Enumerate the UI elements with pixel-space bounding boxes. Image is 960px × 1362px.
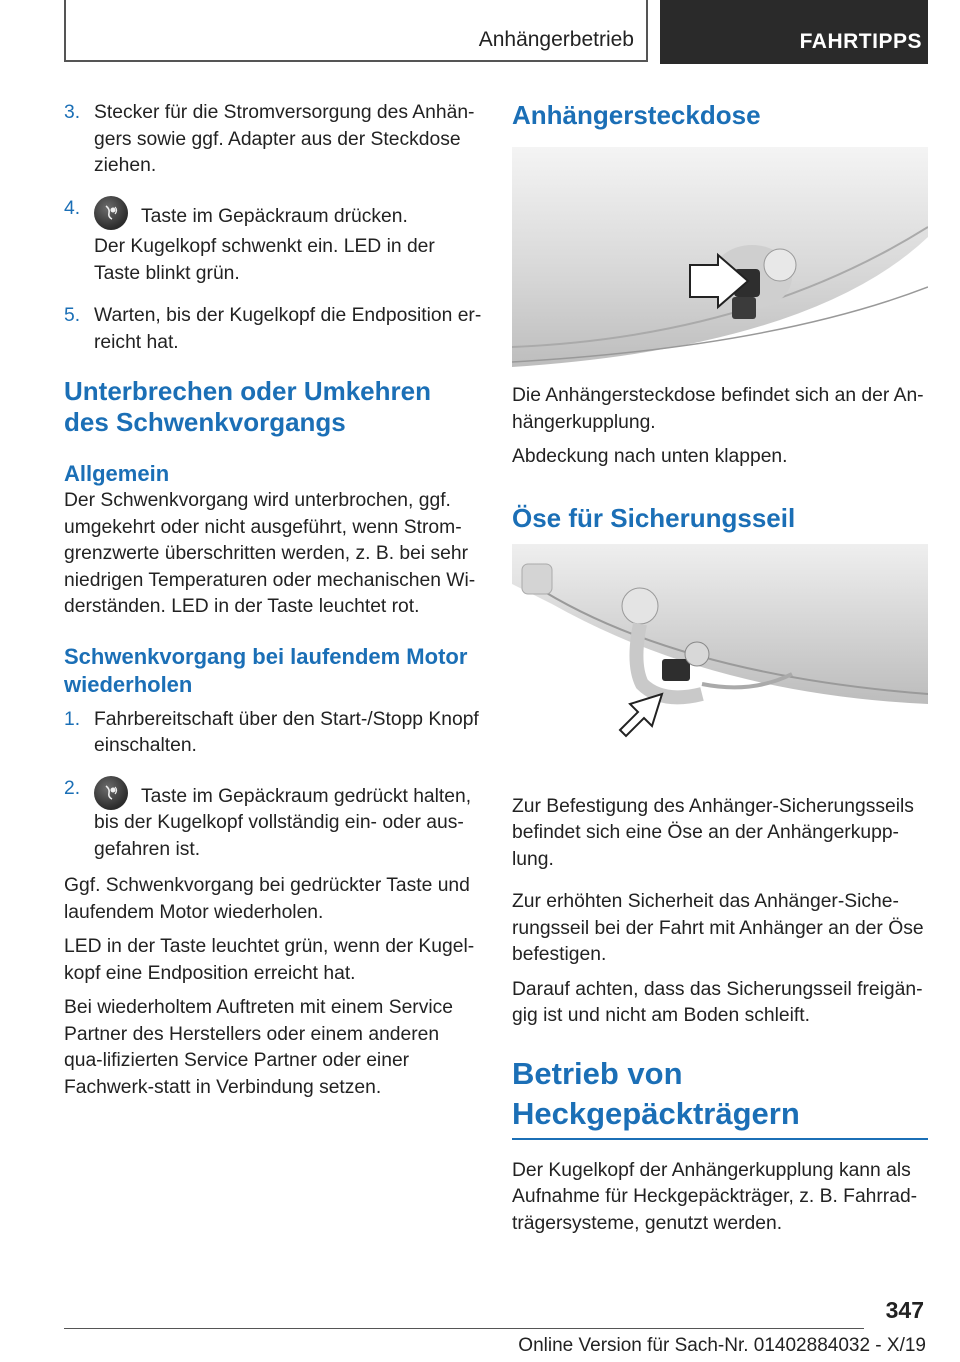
step-number: 1. (64, 708, 81, 730)
page-number: 347 (885, 1297, 924, 1323)
step-number: 3. (64, 102, 81, 123)
rack-paragraph: Der Kugelkopf der Anhängerkupplung kann als Aufnahme für Heckgepäckträger, z. B. Fahrrad-trägersysteme, genutzt werden. (512, 1159, 918, 1234)
heading-eye: Öse für Sicherungsseil (512, 502, 796, 533)
repeat-step-2 (64, 776, 482, 864)
left-column (64, 100, 482, 1101)
step-number: 2. (64, 777, 81, 799)
trailer-socket-image (512, 147, 928, 369)
header-section-title: Anhängerbetrieb (478, 28, 634, 51)
paragraph-repeat: Ggf. Schwenkvorgang bei gedrückter Taste und laufendem Motor wiederholen. (64, 875, 470, 923)
step-text: Taste im Gepäckraum gedrückt halten, bis der Kugelkopf vollständig ein- oder aus-gefahren ist. (94, 785, 472, 860)
heading-general: Allgemein (64, 461, 170, 486)
step-text: Fahrbereitschaft über den Start-/Stopp Knopf einschalten. (94, 708, 479, 756)
socket-paragraph-1: Die Anhängersteckdose befindet sich an der An-hängerkupplung. (512, 385, 924, 433)
page-header (64, 0, 928, 64)
heading-socket: Anhängersteckdose (512, 100, 761, 130)
repeat-step-1 (64, 707, 482, 760)
paragraph-led: LED in der Taste leuchtet grün, wenn der Kugel-kopf eine Endposition erreicht hat. (64, 936, 475, 984)
eye-paragraph-1: Zur Befestigung des Anhänger-Sicherungsseils befindet sich eine Öse an der Anhängerkupp-lung. (512, 795, 914, 870)
footer-version-text: Online Version für Sach-Nr. 01402884032 - X/19 (518, 1335, 926, 1356)
step-text: Warten, bis der Kugelkopf die Endposition er-reicht hat. (94, 305, 482, 353)
step-text: Stecker für die Stromversorgung des Anhän-gers sowie ggf. Adapter aus der Steckdose ziehen. (94, 102, 475, 176)
step-5 (64, 303, 482, 356)
footer-rule (64, 1328, 864, 1329)
header-chapter-title: FAHRTIPPS (799, 30, 922, 53)
header-section-box (64, 0, 648, 62)
eye-paragraph-3: Darauf achten, dass das Sicherungsseil freigän-gig ist und nicht am Boden schleift. (512, 978, 923, 1026)
right-column (512, 100, 928, 1237)
step-number: 5. (64, 305, 81, 326)
step-4 (64, 196, 482, 288)
heading-repeat: Schwenkvorgang bei laufendem Motor wiederholen (64, 643, 468, 697)
trailer-hitch-button-icon (94, 196, 128, 230)
step-subtext: Der Kugelkopf schwenkt ein. LED in der Taste blinkt grün. (94, 236, 435, 284)
socket-paragraph-2: Abdeckung nach unten klappen. (512, 446, 788, 467)
general-paragraph: Der Schwenkvorgang wird unterbrochen, ggf. umgekehrt oder nicht ausgeführt, wenn Strom-grenzwerte überschritten werden, z. B. bei sehr niedrigen Temperaturen oder mechanischen Wi-derständen. LED in der Taste leuchtet rot. (64, 490, 476, 617)
heading-interrupt: Unterbrechen oder Umkehren des Schwenkvorgangs (64, 376, 431, 437)
heading-rack: Betrieb von Heckgepäckträgern (512, 1055, 800, 1131)
trailer-hitch-button-icon (94, 776, 128, 810)
safety-cable-eye-image (512, 544, 928, 766)
step-3 (64, 100, 482, 180)
step-number: 4. (64, 197, 81, 219)
heading-rule (512, 1138, 928, 1140)
eye-paragraph-2: Zur erhöhten Sicherheit das Anhänger-Siche-rungsseil bei der Fahrt mit Anhänger an der Öse befestigen. (512, 891, 924, 965)
paragraph-service: Bei wiederholtem Auftreten mit einem Service Partner des Herstellers oder einem anderen qua-lifizierten Service Partner oder einer Fachwerk-statt in Verbindung setzen. (64, 997, 454, 1098)
step-text: Taste im Gepäckraum drücken. (141, 205, 408, 227)
header-chapter-box (660, 0, 928, 64)
